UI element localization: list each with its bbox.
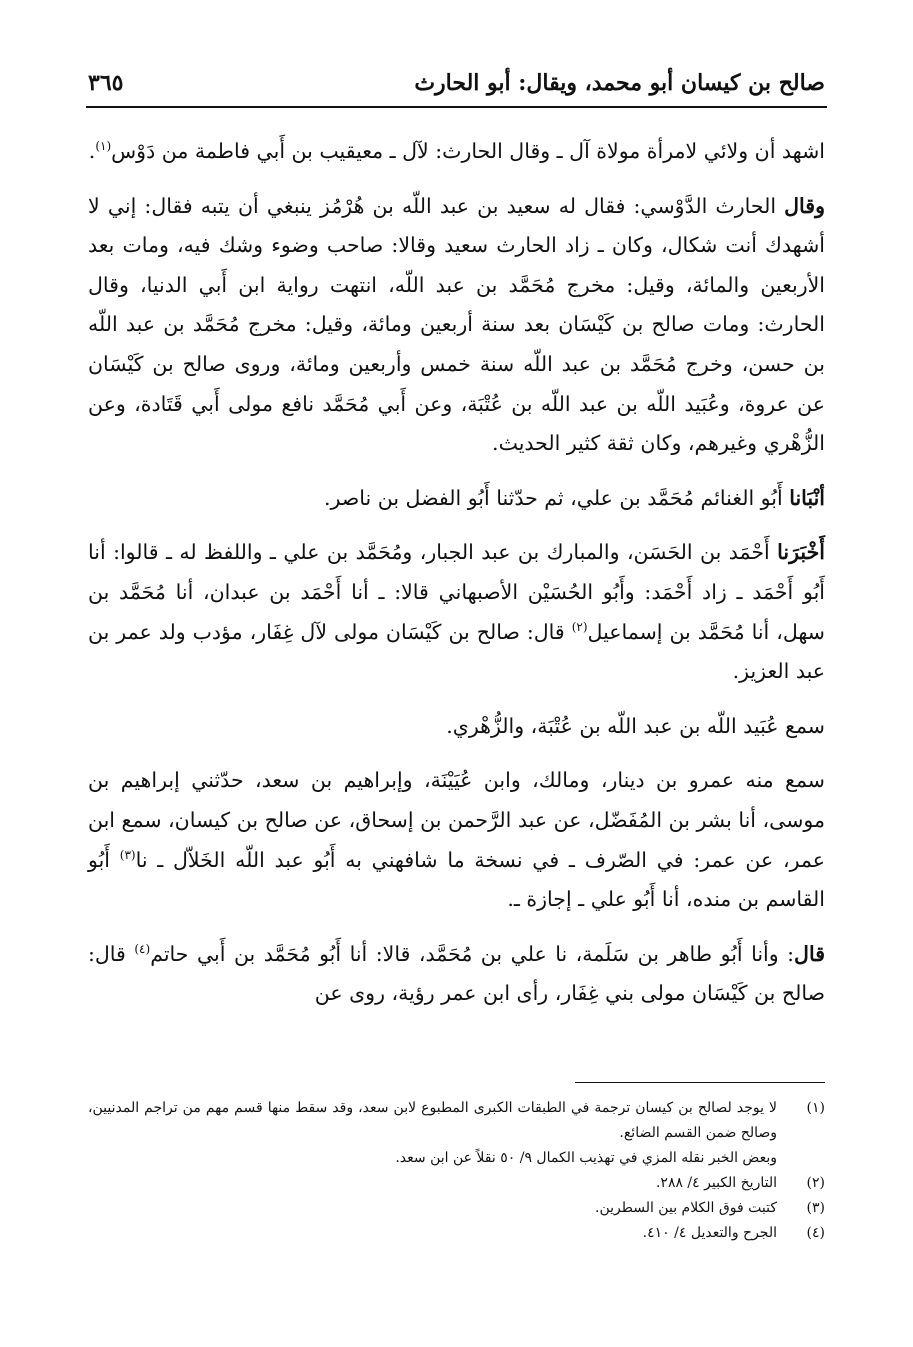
paragraph-text: اشهد أن ولائي لامرأة مولاة آل ـ وقال الحارث: لآل ـ معيقيب بن أَبي فاطمة من دَوْس <box>111 139 825 163</box>
main-text <box>88 132 825 1029</box>
paragraph-text: : وأنا أَبُو طاهر بن سَلَمة، نا علي بن مُحَمَّد، قالا: أنا أَبُو مُحَمَّد بن أَبي حاتم <box>150 941 795 966</box>
paragraph-tail: قال: صالح بن كَيْسَان مولى لآل غِفَار، مؤدب ولد عمر بن عبد العزيز. <box>88 619 825 684</box>
running-header <box>88 66 825 100</box>
footnote-divider <box>575 1082 825 1083</box>
footnote-ref-4: (٤) <box>134 941 151 956</box>
paragraph-tail: . <box>88 139 96 163</box>
keyword-qala: وقال <box>784 193 825 218</box>
paragraph-text: أَحْمَد بن الحَسَن، والمبارك بن عبد الجبار، ومُحَمَّد بن علي ـ واللفظ له ـ قالوا: أنا أَبُو أَحْمَد ـ زاد أَحْمَد: وأَبُو الحُسَيْن الأصبهاني قالا: ـ أنا أَحْمَد بن عبدان، أنا مُحَمَّد بن سهل، أنا مُحَمَّد بن إسماعيل <box>88 540 825 644</box>
paragraph-5 <box>88 707 825 747</box>
footnote-text: وبعض الخبر نقله المزي في تهذيب الكمال ٩/ ٥٠ نقلاً عن ابن سعد. <box>395 1150 777 1166</box>
paragraph-2 <box>88 187 825 464</box>
paragraph-tail: أَبُو القاسم بن منده، أنا أَبُو علي ـ إجازة ـ. <box>88 847 825 912</box>
page-number: ٣٦٥ <box>88 70 124 96</box>
footnote-text: كتبت فوق الكلام بين السطرين. <box>595 1200 777 1216</box>
footnote-text: لا يوجد لصالح بن كيسان ترجمة في الطبقات الكبرى المطبوع لابن سعد، وقد سقط منها قسم مهم من تراجم المدنيين، وصالح ضمن القسم الضائع. <box>88 1100 777 1141</box>
footnote-ref-2: (٢) <box>571 619 588 634</box>
footnote-ref-1: (١) <box>95 139 112 154</box>
paragraph-7 <box>88 935 825 1014</box>
paragraph-6 <box>88 761 825 919</box>
footnote-4 <box>88 1221 825 1246</box>
paragraph-tail: قال: صالح بن كَيْسَان مولى بني غِفَار، رأى ابن عمر رؤية، روى عن <box>88 941 825 1006</box>
paragraph-1 <box>88 132 825 172</box>
footnote-number: (٢) <box>806 1175 825 1191</box>
keyword-akhbarana: أَخْبَرَنا <box>777 540 825 565</box>
footnote-3 <box>88 1196 825 1221</box>
footnote-text: الجرح والتعديل ٤/ ٤١٠. <box>642 1225 777 1241</box>
footnote-number: (٣) <box>806 1200 825 1216</box>
footnote-1 <box>88 1096 825 1146</box>
keyword-anbana: أنْبَانا <box>789 485 825 510</box>
header-divider <box>86 106 827 108</box>
paragraph-4 <box>88 533 825 691</box>
paragraph-text: الحارث الدَّوْسي: فقال له سعيد بن عبد اللّه بن هُرْمُز ينبغي أن يتبه فقال: إني لا أشهدك أنت شكال، وكان ـ زاد الحارث سعيد وقالا: صاحب وضوء وشك فيه، ومات بعد الأربعين والمائة، وقيل: مخرج مُحَمَّد بن عبد اللّه، انتهت رواية ابن أَبي الدنيا، وقال الحارث: ومات صالح بن كَيْسَان بعد سنة أربعين ومائة، وقيل: مخرج مُحَمَّد بن عبد اللّه بن حسن، وخرج مُحَمَّد بن عبد اللّه سنة خمس وأربعين ومائة، وروى صالح بن كَيْسَان عن عروة، وعُبَيد اللّه بن عبد اللّه بن عُتْبَة، وعن أَبي مُحَمَّد نافع مولى أَبي قَتَادة، وعن الزُّهْري وغيرهم، وكان ثقة كثير الحديث. <box>88 193 825 456</box>
paragraph-3 <box>88 479 825 519</box>
footnotes <box>88 1096 825 1246</box>
footnote-1-continuation <box>88 1146 825 1171</box>
footnote-ref-3: (٣) <box>119 847 136 862</box>
footnote-number: (١) <box>806 1100 825 1116</box>
paragraph-text: سمع عُبَيد اللّه بن عبد اللّه بن عُتْبَة، والزُّهْري. <box>446 713 825 738</box>
paragraph-text: سمع منه عمرو بن دينار، ومالك، وابن عُيَيْنَة، وإبراهيم بن سعد، حدّثني إبراهيم بن موسى، أنا بشر بن المُفَضّل، عن عبد الرَّحمن بن إسحاق، عن صالح بن كيسان، سمع ابن عمر، عن عمر: في الصّرف ـ في نسخة ما شافهني به أَبُو عبد اللّه الخَلاّل ـ نا <box>88 768 826 872</box>
keyword-qal: قال <box>794 941 825 966</box>
footnote-number: (٤) <box>806 1225 825 1241</box>
header-title: صالح بن كيسان أبو محمد، ويقال: أبو الحارث <box>414 70 825 96</box>
paragraph-text: أَبُو الغنائم مُحَمَّد بن علي، ثم حدّثنا أَبُو الفضل بن ناصر. <box>324 485 790 510</box>
footnote-2 <box>88 1171 825 1196</box>
footnote-text: التاريخ الكبير ٤/ ٢٨٨. <box>655 1175 777 1191</box>
